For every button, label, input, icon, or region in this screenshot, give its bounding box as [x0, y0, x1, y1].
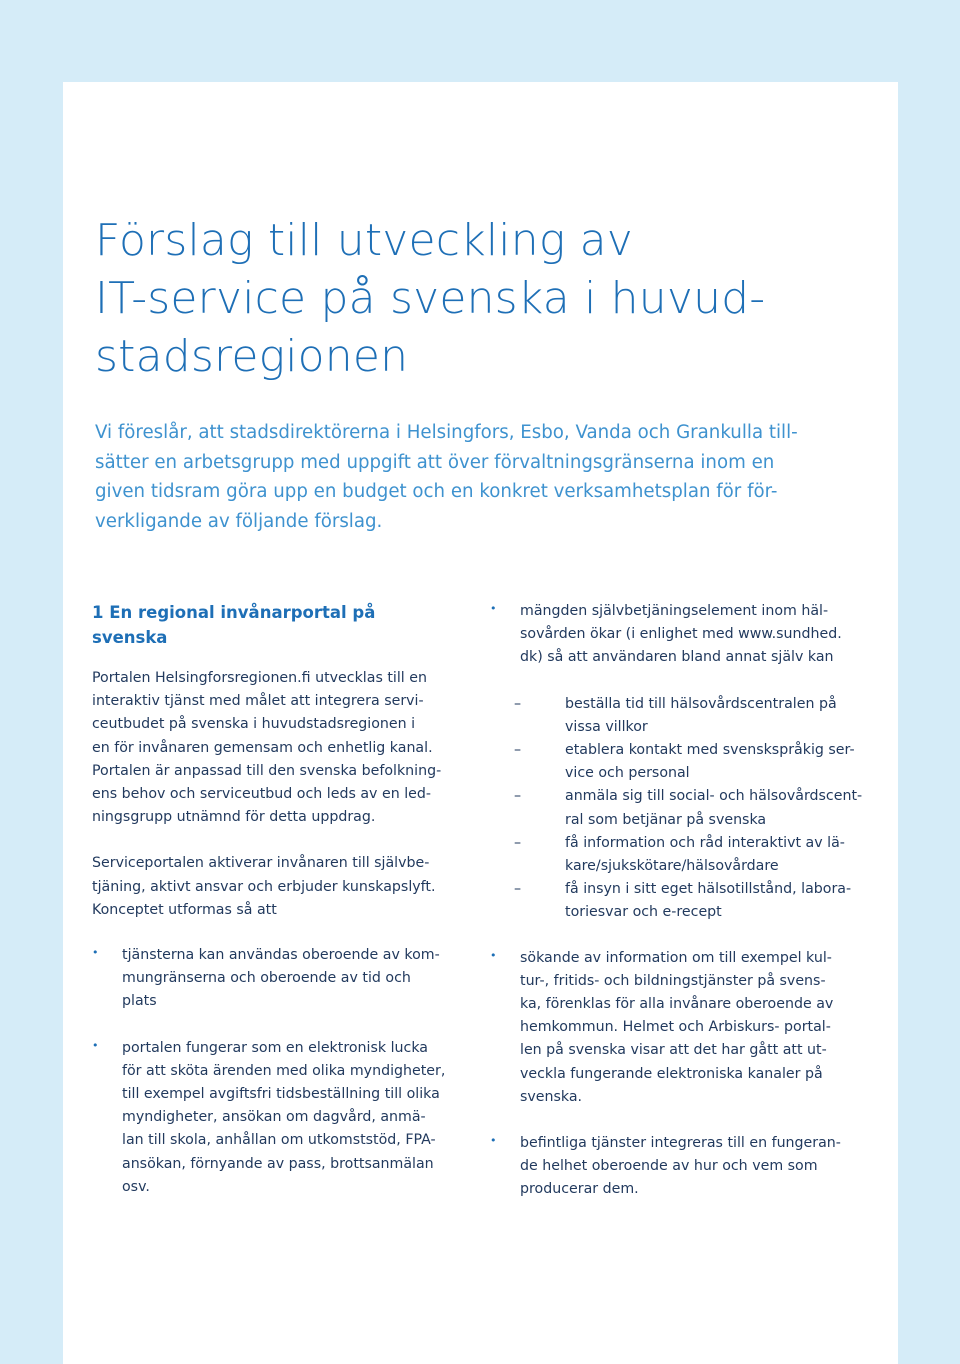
lead-line: Vi föreslår, att stadsdirektörerna i Helsingfors, Esbo, Vanda och Grankulla till-: [95, 422, 798, 443]
text-line: osv.: [122, 1178, 150, 1195]
text-line: beställa tid till hälsovårdscentralen på: [565, 695, 837, 712]
bullet-icon: •: [490, 948, 497, 962]
text-line: toriesvar och e-recept: [565, 904, 722, 921]
list-item-text: [122, 1037, 472, 1199]
lead-line: given tidsram göra upp en budget och en konkret verksamhetsplan för för-: [95, 481, 778, 502]
text-line: tjäning, aktivt ansvar och erbjuder kunskapslyft.: [92, 878, 436, 895]
dash-icon: –: [514, 788, 522, 805]
text-line: portalen fungerar som en elektronisk lucka: [122, 1039, 428, 1056]
title-line: stadsregionen: [95, 331, 409, 382]
text-line: anmäla sig till social- och hälsovårdscent-: [565, 788, 863, 805]
text-line: få information och råd interaktivt av lä-: [565, 834, 845, 851]
text-line: Konceptet utformas så att: [92, 901, 277, 918]
lead-line: verkligande av följande förslag.: [95, 510, 383, 532]
bullet-icon: •: [490, 1134, 497, 1148]
text-line: de helhet oberoende av hur och vem som: [520, 1158, 818, 1175]
title-line: IT-service på svenska i huvud-: [95, 273, 766, 324]
text-line: vice och personal: [565, 765, 690, 782]
text-line: producerar dem.: [520, 1181, 639, 1198]
list-item-text: [520, 947, 870, 1109]
text-line: hemkommun. Helmet och Arbiskurs- portal-: [520, 1019, 831, 1036]
bullet-icon: •: [92, 946, 99, 960]
text-line: veckla fungerande elektroniska kanaler på: [520, 1065, 823, 1082]
text-line: sovården ökar (i enlighet med www.sundhed.: [520, 626, 842, 643]
dash-icon: –: [514, 742, 522, 759]
list-item-text: [122, 944, 472, 1014]
text-line: Serviceportalen aktiverar invånaren till självbe-: [92, 855, 430, 872]
text-line: interaktiv tjänst med målet att integrera servi-: [92, 693, 424, 710]
bullet-icon: •: [490, 602, 497, 615]
text-line: befintliga tjänster integreras till en fungeran-: [520, 1135, 841, 1152]
text-line: ceutbudet på svenska i huvudstadsregionen i: [92, 716, 416, 733]
sub-list-item-text: [565, 739, 870, 785]
list-item: [490, 947, 870, 1109]
document-title: [95, 212, 875, 386]
list-item: [92, 1037, 472, 1199]
title-line: Förslag till utveckling av: [95, 215, 634, 266]
heading-line: svenska: [92, 628, 168, 647]
heading-line: 1 En regional invånarportal på: [92, 603, 376, 622]
body-paragraph: [92, 667, 472, 829]
text-line: myndigheter, ansökan om dagvård, anmä-: [122, 1109, 426, 1126]
text-line: Portalen är anpassad till den svenska befolkning-: [92, 762, 442, 779]
lead-line: sätter en arbetsgrupp med uppgift att över förvaltningsgränserna inom en: [95, 451, 775, 473]
bullet-icon: •: [92, 1038, 99, 1052]
sub-list-item-text: [565, 832, 870, 878]
text-line: till exempel avgiftsfri tidsbeställning till olika: [122, 1086, 440, 1103]
text-line: sökande av information om till exempel kul-: [520, 949, 832, 966]
text-line: len på svenska visar att det har gått att ut-: [520, 1042, 827, 1059]
text-line: dk) så att användaren bland annat själv kan: [520, 649, 834, 666]
sub-list-item: [490, 739, 870, 785]
list-item: [92, 944, 472, 1014]
section-heading: [92, 600, 472, 650]
dash-icon: –: [514, 695, 522, 712]
list-item-text: [520, 600, 870, 670]
text-line: Portalen Helsingforsregionen.fi utvecklas till en: [92, 670, 427, 686]
text-line: mungränserna och oberoende av tid och: [122, 970, 411, 987]
text-line: ningsgrupp utnämnd för detta uppdrag.: [92, 809, 376, 826]
sub-list-item: [490, 785, 870, 831]
list-item: [490, 600, 870, 670]
dash-icon: –: [514, 881, 522, 898]
text-line: ral som betjänar på svenska: [565, 811, 767, 828]
sub-list-item: [490, 693, 870, 739]
text-line: plats: [122, 993, 157, 1010]
body-paragraph: [92, 852, 472, 922]
text-line: ansökan, förnyande av pass, brottsanmälan: [122, 1155, 434, 1172]
text-line: tjänsterna kan användas oberoende av kom-: [122, 947, 440, 964]
text-line: tur-, fritids- och bildningstjänster på svens-: [520, 972, 826, 989]
sub-list-item-text: [565, 785, 870, 831]
text-line: en för invånaren gemensam och enhetlig kanal.: [92, 739, 433, 756]
lead-paragraph: [95, 418, 875, 536]
text-line: ens behov och serviceutbud och leds av en led-: [92, 786, 431, 803]
left-column: [92, 600, 472, 1199]
dash-icon: –: [514, 834, 522, 851]
sub-list-item: [490, 878, 870, 924]
text-line: ka, förenklas för alla invånare oberoende av: [520, 996, 834, 1013]
text-line: etablera kontakt med svenskspråkig ser-: [565, 742, 855, 759]
text-line: för att sköta ärenden med olika myndigheter,: [122, 1062, 446, 1079]
text-line: svenska.: [520, 1088, 583, 1105]
text-line: få insyn i sitt eget hälsotillstånd, labora-: [565, 881, 852, 898]
right-column: [490, 600, 870, 1202]
text-line: vissa villkor: [565, 718, 648, 735]
sub-list-item-text: [565, 693, 870, 739]
text-line: lan till skola, anhållan om utkomststöd, FPA-: [122, 1132, 436, 1149]
sub-list-item: [490, 832, 870, 878]
text-line: kare/sjukskötare/hälsovårdare: [565, 858, 779, 875]
list-item: [490, 1132, 870, 1202]
text-line: mängden självbetjäningselement inom häl-: [520, 603, 829, 619]
sub-list-item-text: [565, 878, 870, 924]
list-item-text: [520, 1132, 870, 1202]
